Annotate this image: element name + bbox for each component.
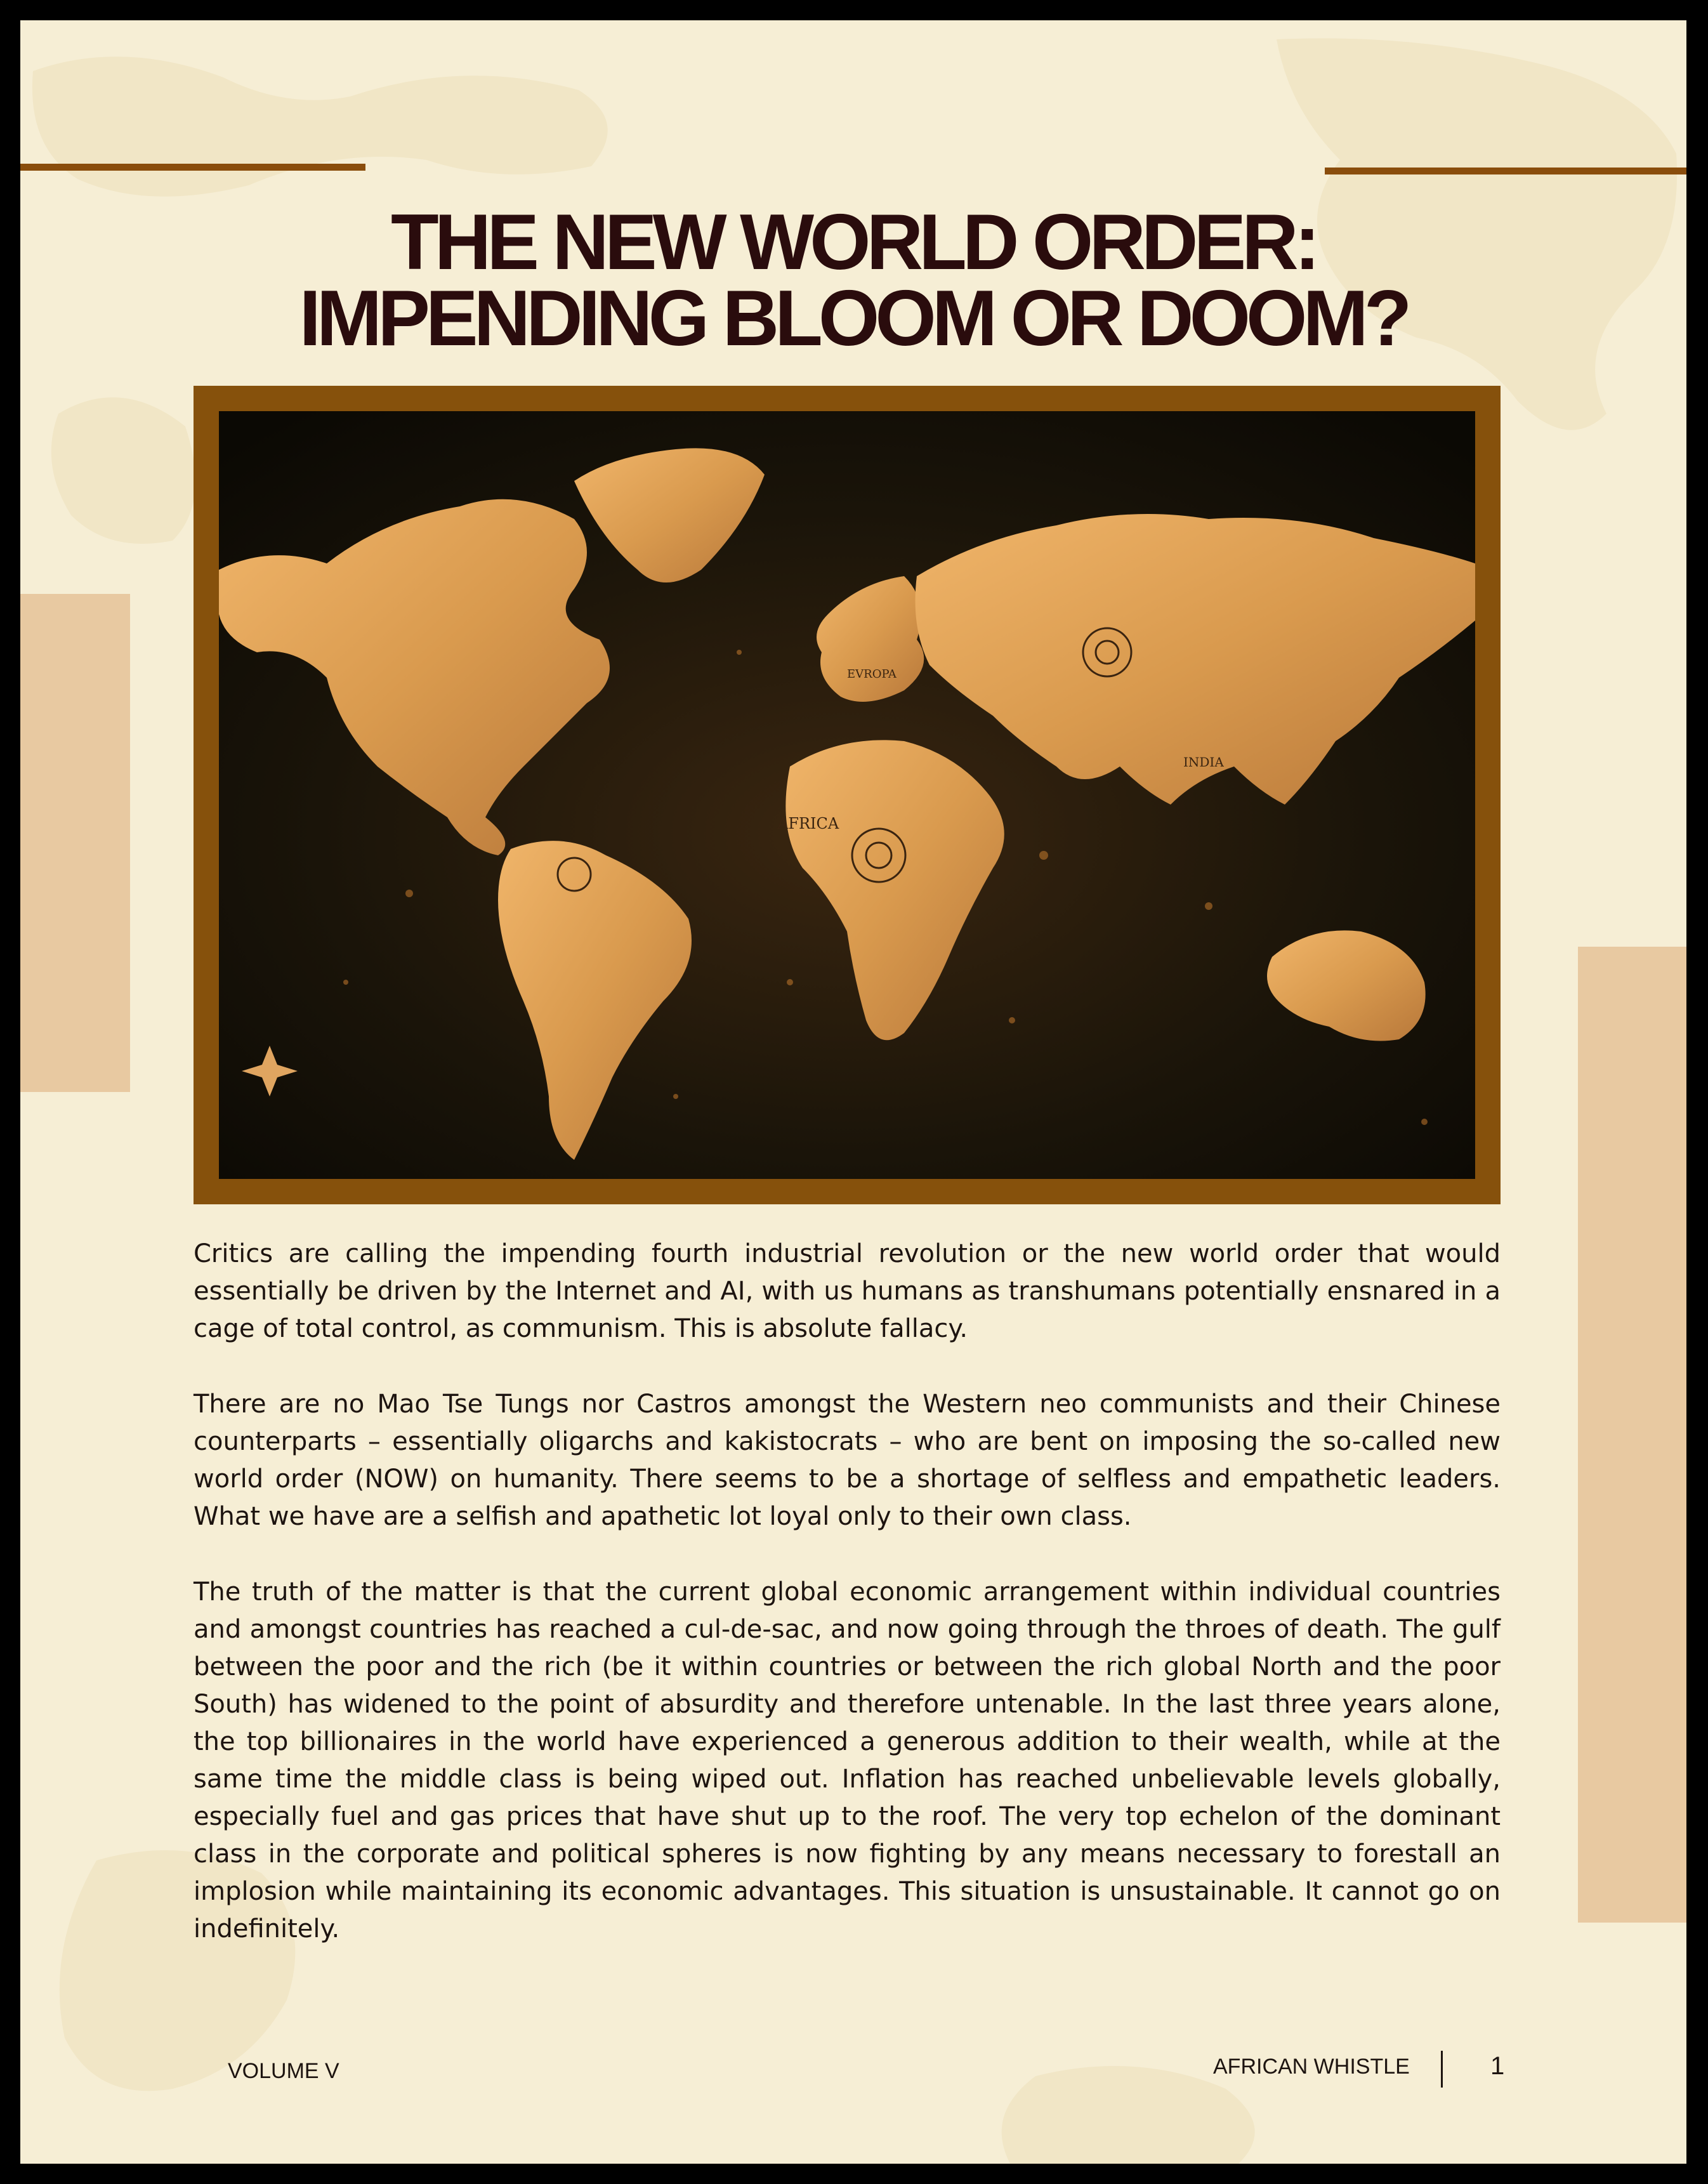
map-label-africa: AFRICA xyxy=(777,815,839,832)
top-right-rule xyxy=(1325,168,1686,174)
title-line-2: IMPENDING BLOOM OR DOOM? xyxy=(299,275,1408,362)
footer-page-number: 1 xyxy=(1490,2052,1505,2080)
paragraph-1: Critics are calling the impending fourth industrial revolution or the new world order that would essentially be driven by the Internet and AI, with us humans as transhumans potentially ensnared in a cage of total control, as communism. This is absolute fallacy. xyxy=(194,1239,1501,1343)
map-label-india: INDIA xyxy=(1183,754,1224,770)
world-map-image xyxy=(219,411,1475,1179)
paragraph-3: The truth of the matter is that the current global economic arrangement within individual countries and amongst countries has reached a cul-de-sac, and now going through the throes of death. The gulf between the poor and the rich (be it within countries or between the rich global North and the poor South) has widened to the point of absurdity and therefore untenable. In the last three years alone, the top billionaires in the world have experienced a generous addition to their wealth, while at the same time the middle class is being wiped out. Inflation has reached unbelievable levels globally, especially fuel and gas prices that have shut up to the roof. The very top echelon of the dominant class in the corporate and political spheres is now fighting by any means necessary to forestall an implosion while maintaining its economic advantages. This situation is unsustainable. It cannot go on indefinitely. xyxy=(194,1577,1501,1944)
left-accent-block xyxy=(20,594,130,1092)
top-left-rule xyxy=(20,164,365,171)
article-body xyxy=(194,1235,1501,1986)
footer-volume: VOLUME V xyxy=(228,2059,339,2083)
magazine-page xyxy=(20,20,1686,2164)
world-map-frame xyxy=(194,386,1501,1204)
article-title xyxy=(20,199,1686,362)
map-label-europa: EVROPA xyxy=(847,668,897,681)
title-line-1: THE NEW WORLD ORDER: xyxy=(390,199,1317,286)
right-accent-block xyxy=(1578,947,1686,1923)
footer-divider xyxy=(1441,2051,1443,2088)
paragraph-2: There are no Mao Tse Tungs nor Castros amongst the Western neo communists and their Chinese counterparts – essentially oligarchs and kakistocrats – who are bent on imposing the so-called new world order (NOW) on humanity. There seems to be a shortage of selfless and empathetic leaders. What we have are a selfish and apathetic lot loyal only to their own class. xyxy=(194,1390,1501,1531)
footer-publication: AFRICAN WHISTLE xyxy=(1213,2055,1410,2079)
